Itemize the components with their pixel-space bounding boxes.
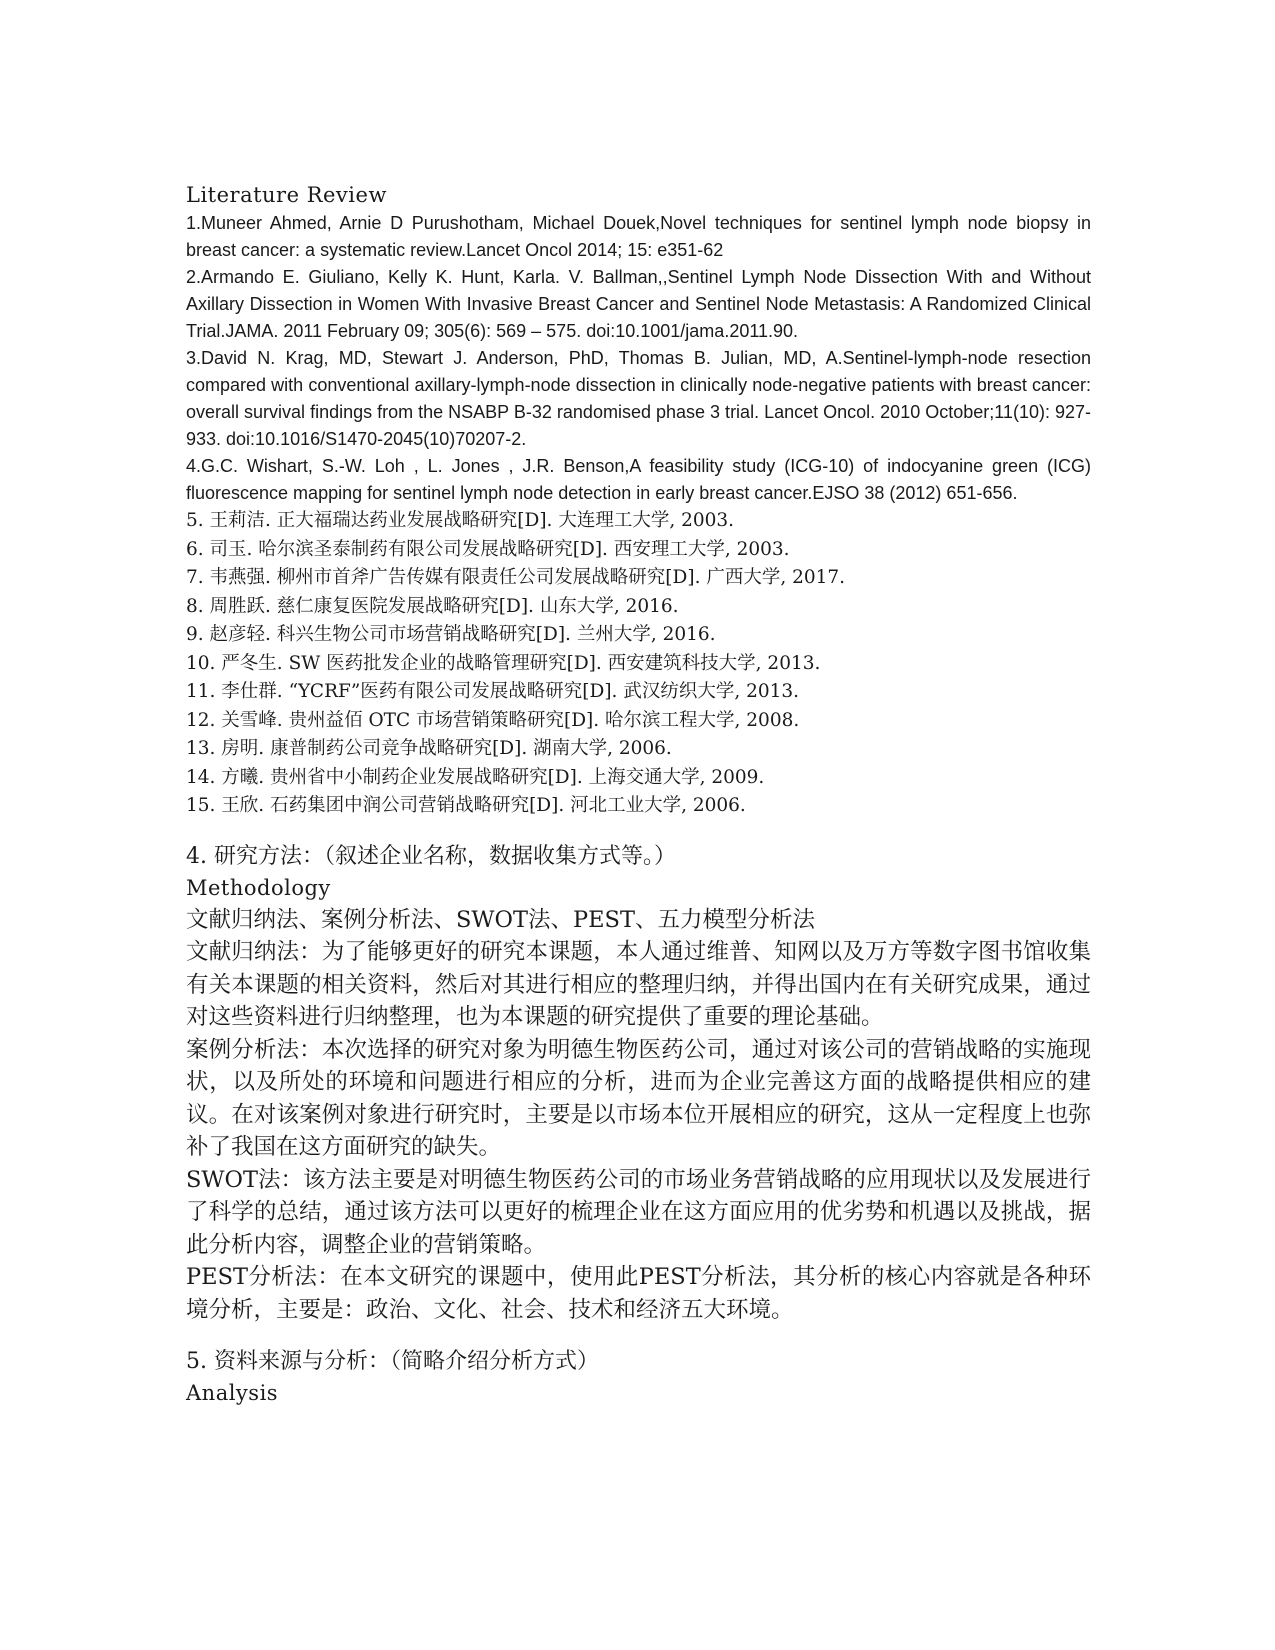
reference-item: 3.David N. Krag, MD, Stewart J. Anderson, PhD, Thomas B. Julian, MD, A.Sentinel-lymph-node resection compared with conventional axillary-lymph-node dissection in clinically node-negative patients with breast cancer: overall survival findings from the NSABP B-32 randomised phase 3 trial. Lancet Oncol. 2010 October;11(10): 927-933. doi:10.1016/S1470-2045(10)70207-2. (186, 348, 1091, 449)
reference-item: 1.Muneer Ahmed, Arnie D Purushotham, Michael Douek,Novel techniques for sentinel lymph node biopsy in breast cancer: a systematic review.Lancet Oncol 2014; 15: e351-62 (186, 213, 1091, 260)
reference-item: 14. 方曦. 贵州省中小制药企业发展战略研究[D]. 上海交通大学, 2009. (186, 766, 765, 788)
methodology-paragraph: SWOT法：该方法主要是对明德生物医药公司的市场业务营销战略的应用现状以及发展进行了科学的总结，通过该方法可以更好的梳理企业在这方面应用的优劣势和机遇以及挑战，据此分析内容，调整企业的营销策略。 (186, 1166, 1091, 1258)
methodology-paragraph: 文献归纳法、案例分析法、SWOT法、PEST、五力模型分析法 (186, 906, 815, 933)
methodology-title: 4. 研究方法：（叙述企业名称，数据收集方式等。） (186, 843, 676, 869)
reference-item: 9. 赵彦轻. 科兴生物公司市场营销战略研究[D]. 兰州大学, 2016. (186, 624, 716, 645)
reference-item: 13. 房明. 康普制药公司竞争战略研究[D]. 湖南大学, 2006. (186, 738, 672, 759)
document-page (186, 180, 1091, 1409)
literature-review-heading: Literature Review (186, 183, 387, 207)
methodology-paragraph: 案例分析法：本次选择的研究对象为明德生物医药公司，通过对该公司的营销战略的实施现状，以及所处的环境和问题进行相应的分析，进而为企业完善这方面的战略提供相应的建议。在对该案例对象进行研究时，主要是以市场本位开展相应的研究，这从一定程度上也弥补了我国在这方面研究的缺失。 (186, 1036, 1091, 1160)
analysis-title: 5. 资料来源与分析：（简略介绍分析方式） (186, 1349, 599, 1374)
reference-item: 8. 周胜跃. 慈仁康复医院发展战略研究[D]. 山东大学, 2016. (186, 595, 679, 617)
analysis-section (186, 1346, 1091, 1409)
reference-item: 15. 王欣. 石药集团中润公司营销战略研究[D]. 河北工业大学, 2006. (186, 795, 746, 816)
reference-item: 10. 严冬生. SW 医药批发企业的战略管理研究[D]. 西安建筑科技大学, 2013. (186, 652, 821, 674)
literature-review-section (186, 180, 1091, 821)
reference-item: 12. 关雪峰. 贵州益佰 OTC 市场营销策略研究[D]. 哈尔滨工程大学, 2008. (186, 709, 800, 731)
reference-item: 2.Armando E. Giuliano, Kelly K. Hunt, Karla. V. Ballman,,Sentinel Lymph Node Dissection With and Without Axillary Dissection in Women With Invasive Breast Cancer and Sentinel Node Metastasis: A Randomized Clinical Trial.JAMA. 2011 February 09; 305(6): 569 – 575. doi:10.1001/jama.2011.90. (186, 267, 1091, 341)
methodology-paragraph: PEST分析法：在本文研究的课题中，使用此PEST分析法，其分析的核心内容就是各种环境分析，主要是：政治、文化、社会、技术和经济五大环境。 (186, 1264, 1091, 1323)
reference-item: 7. 韦燕强. 柳州市首斧广告传媒有限责任公司发展战略研究[D]. 广西大学, 2017. (186, 567, 846, 588)
reference-item: 6. 司玉. 哈尔滨圣泰制药有限公司发展战略研究[D]. 西安理工大学, 2003. (186, 538, 790, 560)
methodology-paragraph: 文献归纳法：为了能够更好的研究本课题，本人通过维普、知网以及万方等数字图书馆收集有关本课题的相关资料，然后对其进行相应的整理归纳，并得出国内在有关研究成果，通过对这些资料进行归纳整理，也为本课题的研究提供了重要的理论基础。 (186, 939, 1091, 1030)
reference-item: 11. 李仕群. “YCRF”医药有限公司发展战略研究[D]. 武汉纺织大学, 2013. (186, 681, 800, 702)
reference-list (186, 210, 1091, 821)
reference-item: 5. 王莉洁. 正大福瑞达药业发展战略研究[D]. 大连理工大学, 2003. (186, 510, 735, 531)
reference-item: 4.G.C. Wishart, S.-W. Loh , L. Jones , J.R. Benson,A feasibility study (ICG-10) of indocyanine green (ICG) fluorescence mapping for sentinel lymph node detection in early breast cancer.EJSO 38 (2012) 651-656. (186, 456, 1091, 503)
methodology-subtitle: Methodology (186, 875, 331, 900)
analysis-subtitle: Analysis (186, 1381, 279, 1405)
methodology-section (186, 841, 1091, 1327)
